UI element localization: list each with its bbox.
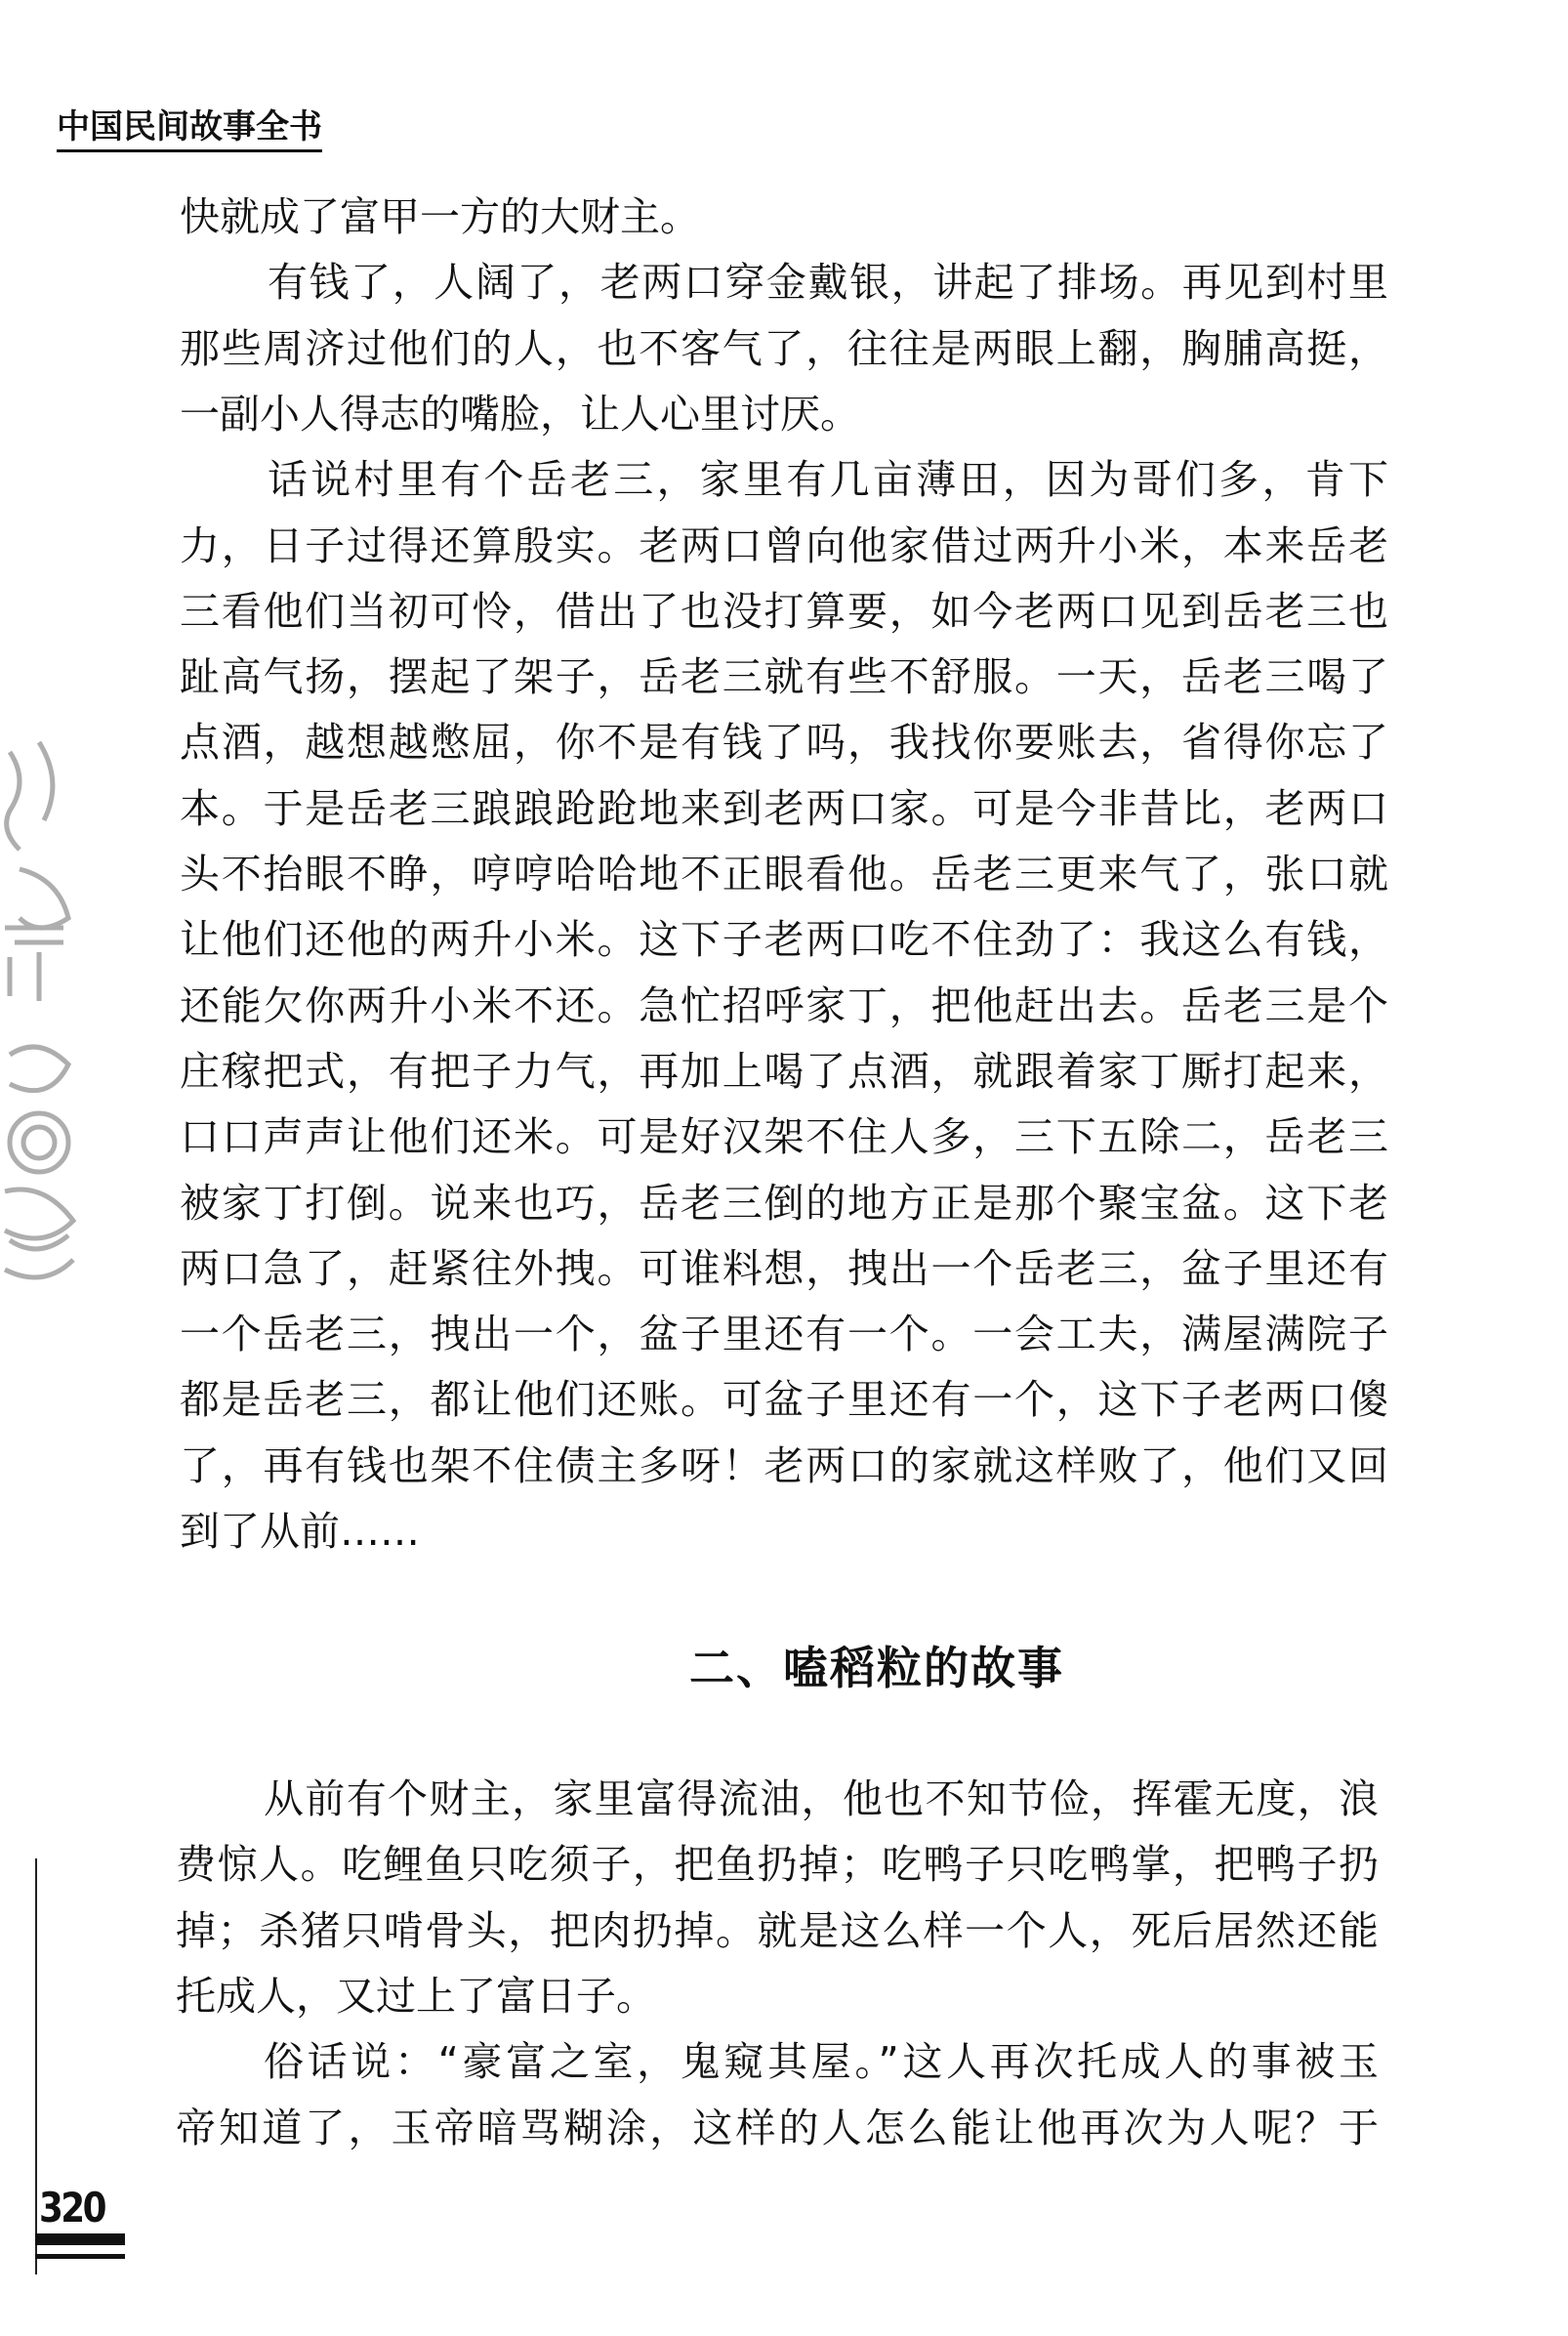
text-line: 俗话说：“豪富之室，鬼窥其屋。”这人再次托成人的事被玉 bbox=[264, 2038, 1379, 2086]
text-line: 快就成了富甲一方的大财主。 bbox=[180, 193, 700, 240]
text-line: 三看他们当初可怜，借出了也没打算要，如今老两口见到岳老三也 bbox=[180, 587, 1388, 635]
page-number-bar-thin bbox=[35, 2254, 125, 2259]
text-line: 有钱了，人阔了，老两口穿金戴银，讲起了排场。再见到村里 bbox=[268, 259, 1388, 307]
text-line: 从前有个财主，家里富得流油，他也不知节俭，挥霍无度，浪 bbox=[264, 1775, 1379, 1822]
running-head-book-title: 中国民间故事全书 bbox=[57, 100, 322, 152]
text-line: 本。于是岳老三踉踉跄跄地来到老两口家。可是今非昔比，老两口 bbox=[180, 784, 1388, 832]
margin-rule-divider bbox=[35, 1858, 37, 2274]
text-line: 还能欠你两升小米不还。急忙招呼家丁，把他赶出去。岳老三是个 bbox=[180, 981, 1388, 1029]
text-line: 被家丁打倒。说来也巧，岳老三倒的地方正是那个聚宝盆。这下老 bbox=[180, 1179, 1388, 1227]
text-line: 两口急了，赶紧往外拽。可谁料想，拽出一个岳老三，盆子里还有 bbox=[180, 1244, 1388, 1292]
text-line: 口口声声让他们还米。可是好汉架不住人多，三下五除二，岳老三 bbox=[180, 1113, 1388, 1161]
text-line: 一副小人得志的嘴脸，让人心里讨厌。 bbox=[180, 390, 860, 438]
text-line: 话说村里有个岳老三，家里有几亩薄田，因为哥们多，肯下 bbox=[268, 456, 1388, 504]
text-line: 让他们还他的两升小米。这下子老两口吃不住劲了：我这么有钱， bbox=[180, 916, 1388, 964]
text-line: 那些周济过他们的人，也不客气了，往往是两眼上翻，胸脯高挺， bbox=[180, 324, 1388, 372]
text-line: 趾高气扬，摆起了架子，岳老三就有些不舒服。一天，岳老三喝了 bbox=[180, 653, 1388, 701]
decorative-pattern-image bbox=[0, 732, 93, 1318]
text-line: 都是岳老三，都让他们还账。可盆子里还有一个，这下子老两口傻 bbox=[180, 1376, 1388, 1424]
page-number-bar-thick bbox=[35, 2233, 125, 2245]
text-line: 到了从前…… bbox=[180, 1508, 420, 1555]
text-line: 掉；杀猪只啃骨头，把肉扔掉。就是这么样一个人，死后居然还能 bbox=[176, 1906, 1379, 1954]
section-title: 二、嗑稻粒的故事 bbox=[689, 1642, 1064, 1694]
text-line: 费惊人。吃鲤鱼只吃须子，把鱼扔掉；吃鸭子只吃鸭掌，把鸭子扔 bbox=[176, 1841, 1379, 1889]
text-line: 点酒，越想越憋屈，你不是有钱了吗，我找你要账去，省得你忘了 bbox=[180, 719, 1388, 767]
page-number: 320 bbox=[39, 2184, 104, 2232]
text-line: 帝知道了，玉帝暗骂糊涂，这样的人怎么能让他再次为人呢？于 bbox=[176, 2104, 1379, 2151]
text-line: 了，再有钱也架不住债主多呀！老两口的家就这样败了，他们又回 bbox=[180, 1441, 1388, 1489]
text-line: 托成人，又过上了富日子。 bbox=[176, 1972, 656, 2020]
text-line: 力，日子过得还算殷实。老两口曾向他家借过两升小米，本来岳老 bbox=[180, 521, 1388, 569]
text-line: 庄稼把式，有把子力气，再加上喝了点酒，就跟着家丁厮打起来， bbox=[180, 1047, 1388, 1095]
text-line: 一个岳老三，拽出一个，盆子里还有一个。一会工夫，满屋满院子 bbox=[180, 1311, 1388, 1358]
text-line: 头不抬眼不睁，哼哼哈哈地不正眼看他。岳老三更来气了，张口就 bbox=[180, 851, 1388, 897]
